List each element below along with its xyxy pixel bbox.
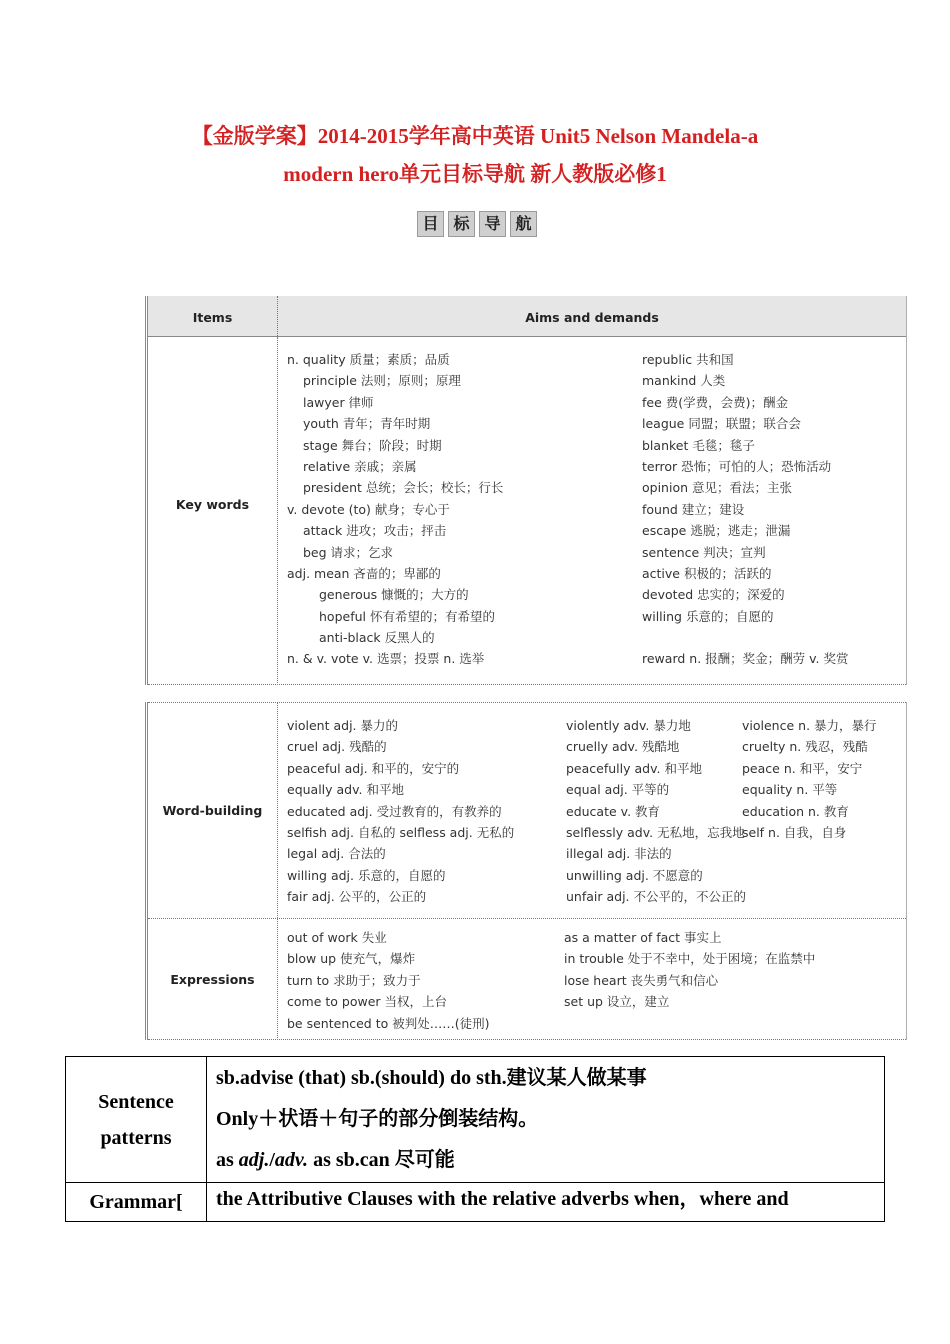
word-entry: principle 法则；原则；原理 [303,373,461,389]
word-entry: generous 慷慨的；大方的 [319,587,469,603]
badge-char: 目 [417,211,444,237]
word-entry: violently adv. 暴力地 [566,718,691,733]
word-entry: educated adj. 受过教育的，有教养的 [287,803,502,819]
label-line: patterns [100,1126,172,1149]
key-words-section [148,337,906,685]
pattern-text: / [269,1149,275,1171]
section-badge [417,211,537,237]
word-entry: cruelty n. 残忍，残酷 [742,739,868,755]
badge-char: 标 [448,211,475,237]
key-words-left [287,349,503,670]
word-entry: n. quality 质量；素质；品质 [287,352,450,367]
word-entry: hopeful 怀有希望的；有希望的 [319,608,495,624]
pattern-text: as sb.can 尽可能 [308,1149,455,1171]
word-entry: relative 亲戚；亲属 [303,458,417,474]
key-words-right [642,349,848,670]
word-entry: cruelly adv. 残酷地 [566,739,680,755]
pattern-text: adv. [274,1149,309,1171]
word-entry: willing adj. 乐意的，自愿的 [287,867,446,883]
word-building-col-3 [742,715,877,843]
word-entry: violence n. 暴力，暴行 [742,718,877,733]
word-entry: mankind 人类 [642,373,726,389]
word-entry: reward n. 报酬；奖金；酬劳 v. 奖赏 [642,651,849,667]
grammar-row [66,1183,885,1222]
word-entry: violent adj. 暴力的 [287,718,398,733]
expression-entry: lose heart 丧失勇气和信心 [564,972,719,988]
word-entry: adj. mean 吝啬的；卑鄙的 [287,565,441,581]
word-building-label: Word-building [162,803,263,818]
word-entry: terror 恐怖；可怕的人；恐怖活动 [642,458,832,474]
grammar-content: the Attributive Clauses with the relative adverbs when，where and [207,1183,885,1222]
aims-panel-top [145,296,907,685]
pattern-line [216,1140,883,1181]
word-entry: willing 乐意的；自愿的 [642,608,774,624]
word-entry: cruel adj. 残酷的 [287,739,387,755]
word-entry: blanket 毛毯；毯子 [642,437,755,453]
word-entry [642,627,848,648]
word-entry: fee 费(学费，会费)；酬金 [642,394,789,410]
grammar-label: Grammar[ [66,1183,207,1222]
aims-header: Aims and demands [525,310,659,325]
word-entry: legal adj. 合法的 [287,846,386,862]
document-title-line-2: modern hero单元目标导航 新人教版必修1 [283,162,667,186]
expressions-left [287,927,489,1034]
pattern-line: sb.advise (that) sb.(should) do sth.建议某人做某事 [216,1067,647,1089]
expression-entry: turn to 求助于；致力于 [287,972,421,988]
word-entry: found 建立；建设 [642,501,745,517]
word-building-col-2 [566,715,746,908]
word-entry: lawyer 律师 [303,394,374,410]
objectives-table [65,1056,885,1222]
expression-entry: as a matter of fact 事实上 [564,930,722,945]
word-building-col-1 [287,715,514,908]
word-entry: fair adj. 公平的，公正的 [287,889,427,905]
word-entry: sentence 判决；宣判 [642,544,766,560]
items-header: Items [192,310,233,325]
expression-entry: in trouble 处于不幸中，处于困境；在监禁中 [564,951,816,967]
word-entry: beg 请求；乞求 [303,544,394,560]
expressions-right [564,927,815,1013]
word-entry: equally adv. 和平地 [287,782,404,798]
word-entry: educate v. 教育 [566,803,661,819]
expression-entry: set up 设立，建立 [564,994,670,1010]
expression-entry: be sentenced to 被判处……(徒刑) [287,1015,490,1031]
sentence-patterns-content [207,1057,885,1183]
expression-entry: come to power 当权，上台 [287,994,447,1010]
word-entry: anti-black 反黑人的 [319,630,435,646]
word-entry: education n. 教育 [742,803,849,819]
expressions-label: Expressions [170,972,255,987]
expression-entry: blow up 使充气，爆炸 [287,951,416,967]
key-words-label: Key words [175,497,250,512]
word-entry: republic 共和国 [642,352,734,367]
pattern-line: Only＋状语＋句子的部分倒装结构。 [216,1108,539,1130]
word-entry: youth 青年；青年时期 [303,416,431,432]
label-line: Sentence [98,1090,174,1113]
word-entry: attack 进攻；攻击；抨击 [303,523,447,539]
word-entry: opinion 意见；看法；主张 [642,480,792,496]
word-entry: peaceful adj. 和平的，安宁的 [287,760,460,776]
word-entry: v. devote (to) 献身；专心于 [287,501,450,517]
word-building-section [148,702,906,919]
word-entry: unwilling adj. 不愿意的 [566,867,703,883]
word-entry: selflessly adv. 无私地，忘我地 [566,824,745,840]
word-entry: stage 舞台；阶段；时期 [303,437,442,453]
word-entry: equality n. 平等 [742,782,838,798]
expression-entry: out of work 失业 [287,930,387,945]
word-entry: equal adj. 平等的 [566,782,670,798]
aims-panel-bottom [145,702,907,1040]
word-entry: league 同盟；联盟；联合会 [642,416,801,432]
word-entry: active 积极的；活跃的 [642,565,772,581]
word-entry: president 总统；会长；校长；行长 [303,480,504,496]
badge-char: 导 [479,211,506,237]
expressions-section [148,919,906,1040]
word-entry: self n. 自我，自身 [742,824,847,840]
word-entry: peace n. 和平，安宁 [742,760,863,776]
sentence-patterns-row [66,1057,885,1183]
aims-table-header [148,296,906,337]
word-entry: n. & v. vote v. 选票；投票 n. 选举 [287,651,485,667]
word-entry: illegal adj. 非法的 [566,846,672,862]
word-entry: escape 逃脱；逃走；泄漏 [642,523,791,539]
word-entry: peacefully adv. 和平地 [566,760,702,776]
sentence-patterns-label [66,1057,207,1183]
word-entry: selfish adj. 自私的 selfless adj. 无私的 [287,824,515,840]
badge-char: 航 [510,211,537,237]
word-entry: devoted 忠实的；深爱的 [642,587,785,603]
word-entry: unfair adj. 不公平的，不公正的 [566,889,747,905]
document-title-line-1: 【金版学案】2014-2015学年高中英语 Unit5 Nelson Mandela-a [191,124,759,148]
pattern-text: as [216,1149,239,1171]
pattern-text: adj. [238,1149,270,1171]
